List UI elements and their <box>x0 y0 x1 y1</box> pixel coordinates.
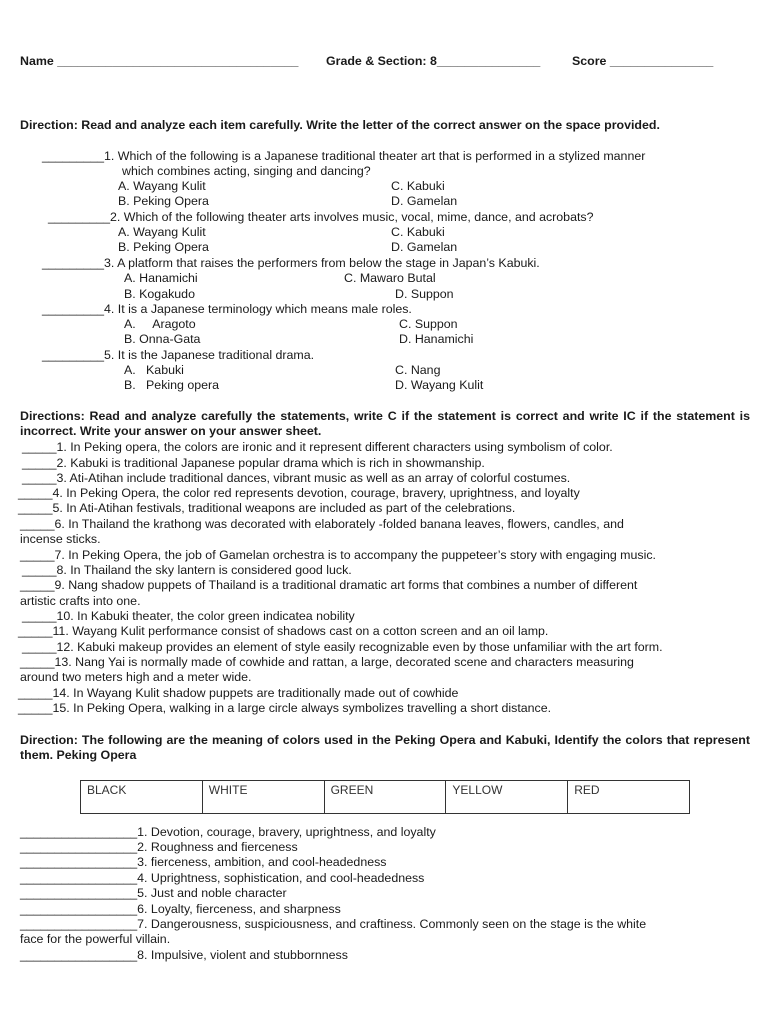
statement-4: _____4. In Peking Opera, the color red represents devotion, courage, bravery, uprightness, and loyalty <box>18 486 580 500</box>
color-item-1: _________________1. Devotion, courage, bravery, uprightness, and loyalty <box>20 825 436 839</box>
question-1-option-d: D. Gamelan <box>391 194 458 208</box>
statement-8: _____8. In Thailand the sky lantern is considered good luck. <box>22 563 352 577</box>
statement-9: _____9. Nang shadow puppets of Thailand is a traditional dramatic art forms that combines a number of different <box>20 578 638 592</box>
question-1-cont: which combines acting, singing and dancing? <box>122 164 371 178</box>
question-3-option-a: A. Hanamichi <box>124 271 198 285</box>
statement-1: _____1. In Peking opera, the colors are ironic and it represent different characters using symbolism of color. <box>22 440 613 454</box>
statement-5: _____5. In Ati-Atihan festivals, traditional weapons are included as part of the celebrations. <box>18 501 516 515</box>
question-5-option-c: C. Nang <box>395 363 441 377</box>
statement-10: _____10. In Kabuki theater, the color green indicatea nobility <box>22 609 355 623</box>
question-2-option-a: A. Wayang Kulit <box>118 225 206 239</box>
statement-3: _____3. Ati-Atihan include traditional dances, vibrant music as well as an array of colorful costumes. <box>22 471 571 485</box>
color-item-7: _________________7. Dangerousness, suspiciousness, and craftiness. Commonly seen on the stage is the white <box>20 917 647 931</box>
color-choices-table <box>80 780 690 814</box>
question-4: _________4. It is a Japanese terminology which means male roles. <box>42 302 412 316</box>
question-2: _________2. Which of the following theater arts involves music, vocal, mime, dance, and acrobats? <box>48 210 594 224</box>
color-cell-yellow: YELLOW <box>446 781 568 814</box>
part3-direction: Direction: The following are the meaning of colors used in the Peking Opera and Kabuki, Identify the colors that represent them. Peking Opera <box>20 733 750 762</box>
color-item-3: _________________3. fierceness, ambition, and cool-headedness <box>20 855 387 869</box>
question-3-option-b: B. Kogakudo <box>124 287 195 301</box>
part1-direction: Direction: Read and analyze each item carefully. Write the letter of the correct answer on the space provided. <box>20 118 660 132</box>
question-5: _________5. It is the Japanese traditional drama. <box>42 348 315 362</box>
name-field: Name ___________________________________ <box>20 54 299 68</box>
color-cell-white: WHITE <box>202 781 324 814</box>
color-item-4: _________________4. Uprightness, sophistication, and cool-headedness <box>20 871 425 885</box>
statement-2: _____2. Kabuki is traditional Japanese popular drama which is rich in showmanship. <box>22 456 485 470</box>
statement-9-cont: artistic crafts into one. <box>20 594 141 608</box>
question-3: _________3. A platform that raises the performers from below the stage in Japan’s Kabuki. <box>42 256 540 270</box>
question-4-option-d: D. Hanamichi <box>399 332 474 346</box>
statement-13-cont: around two meters high and a meter wide. <box>20 670 252 684</box>
question-4-option-c: C. Suppon <box>399 317 458 331</box>
question-2-option-d: D. Gamelan <box>391 240 458 254</box>
statement-6-cont: incense sticks. <box>20 532 101 546</box>
question-1-option-a: A. Wayang Kulit <box>118 179 206 193</box>
statement-15: _____15. In Peking Opera, walking in a large circle always symbolizes travelling a short distance. <box>18 701 552 715</box>
question-2-option-b: B. Peking Opera <box>118 240 209 254</box>
question-1-option-b: B. Peking Opera <box>118 194 209 208</box>
grade-section-field: Grade & Section: 8_______________ <box>326 54 541 68</box>
part2-direction: Directions: Read and analyze carefully the statements, write C if the statement is correct and write IC if the statement is incorrect. Write your answer on your answer sheet. <box>20 409 750 438</box>
color-item-6: _________________6. Loyalty, fierceness, and sharpness <box>20 902 341 916</box>
statement-6: _____6. In Thailand the krathong was decorated with elaborately -folded banana leaves, flowers, candles, and <box>20 517 624 531</box>
color-cell-green: GREEN <box>324 781 446 814</box>
statement-12: _____12. Kabuki makeup provides an element of style easily recognizable even by those unfamiliar with the art form. <box>22 640 663 654</box>
question-3-option-d: D. Suppon <box>395 287 454 301</box>
question-5-option-a: A. Kabuki <box>124 363 184 377</box>
color-item-5: _________________5. Just and noble character <box>20 886 287 900</box>
question-5-option-b: B. Peking opera <box>124 378 220 392</box>
question-3-option-c: C. Mawaro Butal <box>344 271 436 285</box>
color-item-7-cont: face for the powerful villain. <box>20 932 171 946</box>
score-field: Score _______________ <box>572 54 714 68</box>
statement-14: _____14. In Wayang Kulit shadow puppets are traditionally made out of cowhide <box>18 686 459 700</box>
question-5-option-d: D. Wayang Kulit <box>395 378 484 392</box>
question-4-option-a: A. Aragoto <box>124 317 196 331</box>
question-1: _________1. Which of the following is a Japanese traditional theater art that is performed in a stylized manner <box>42 149 646 163</box>
question-2-option-c: C. Kabuki <box>391 225 445 239</box>
statement-13: _____13. Nang Yai is normally made of cowhide and rattan, a large, decorated scene and characters measuring <box>20 655 634 669</box>
color-cell-black: BLACK <box>81 781 203 814</box>
color-item-2: _________________2. Roughness and fierceness <box>20 840 298 854</box>
color-cell-red: RED <box>568 781 690 814</box>
color-item-8: _________________8. Impulsive, violent and stubbornness <box>20 948 348 962</box>
statement-11: _____11. Wayang Kulit performance consist of shadows cast on a cotton screen and an oil lamp. <box>18 624 549 638</box>
question-1-option-c: C. Kabuki <box>391 179 445 193</box>
statement-7: _____7. In Peking Opera, the job of Gamelan orchestra is to accompany the puppeteer’s story with engaging music. <box>20 548 656 562</box>
question-4-option-b: B. Onna-Gata <box>124 332 201 346</box>
